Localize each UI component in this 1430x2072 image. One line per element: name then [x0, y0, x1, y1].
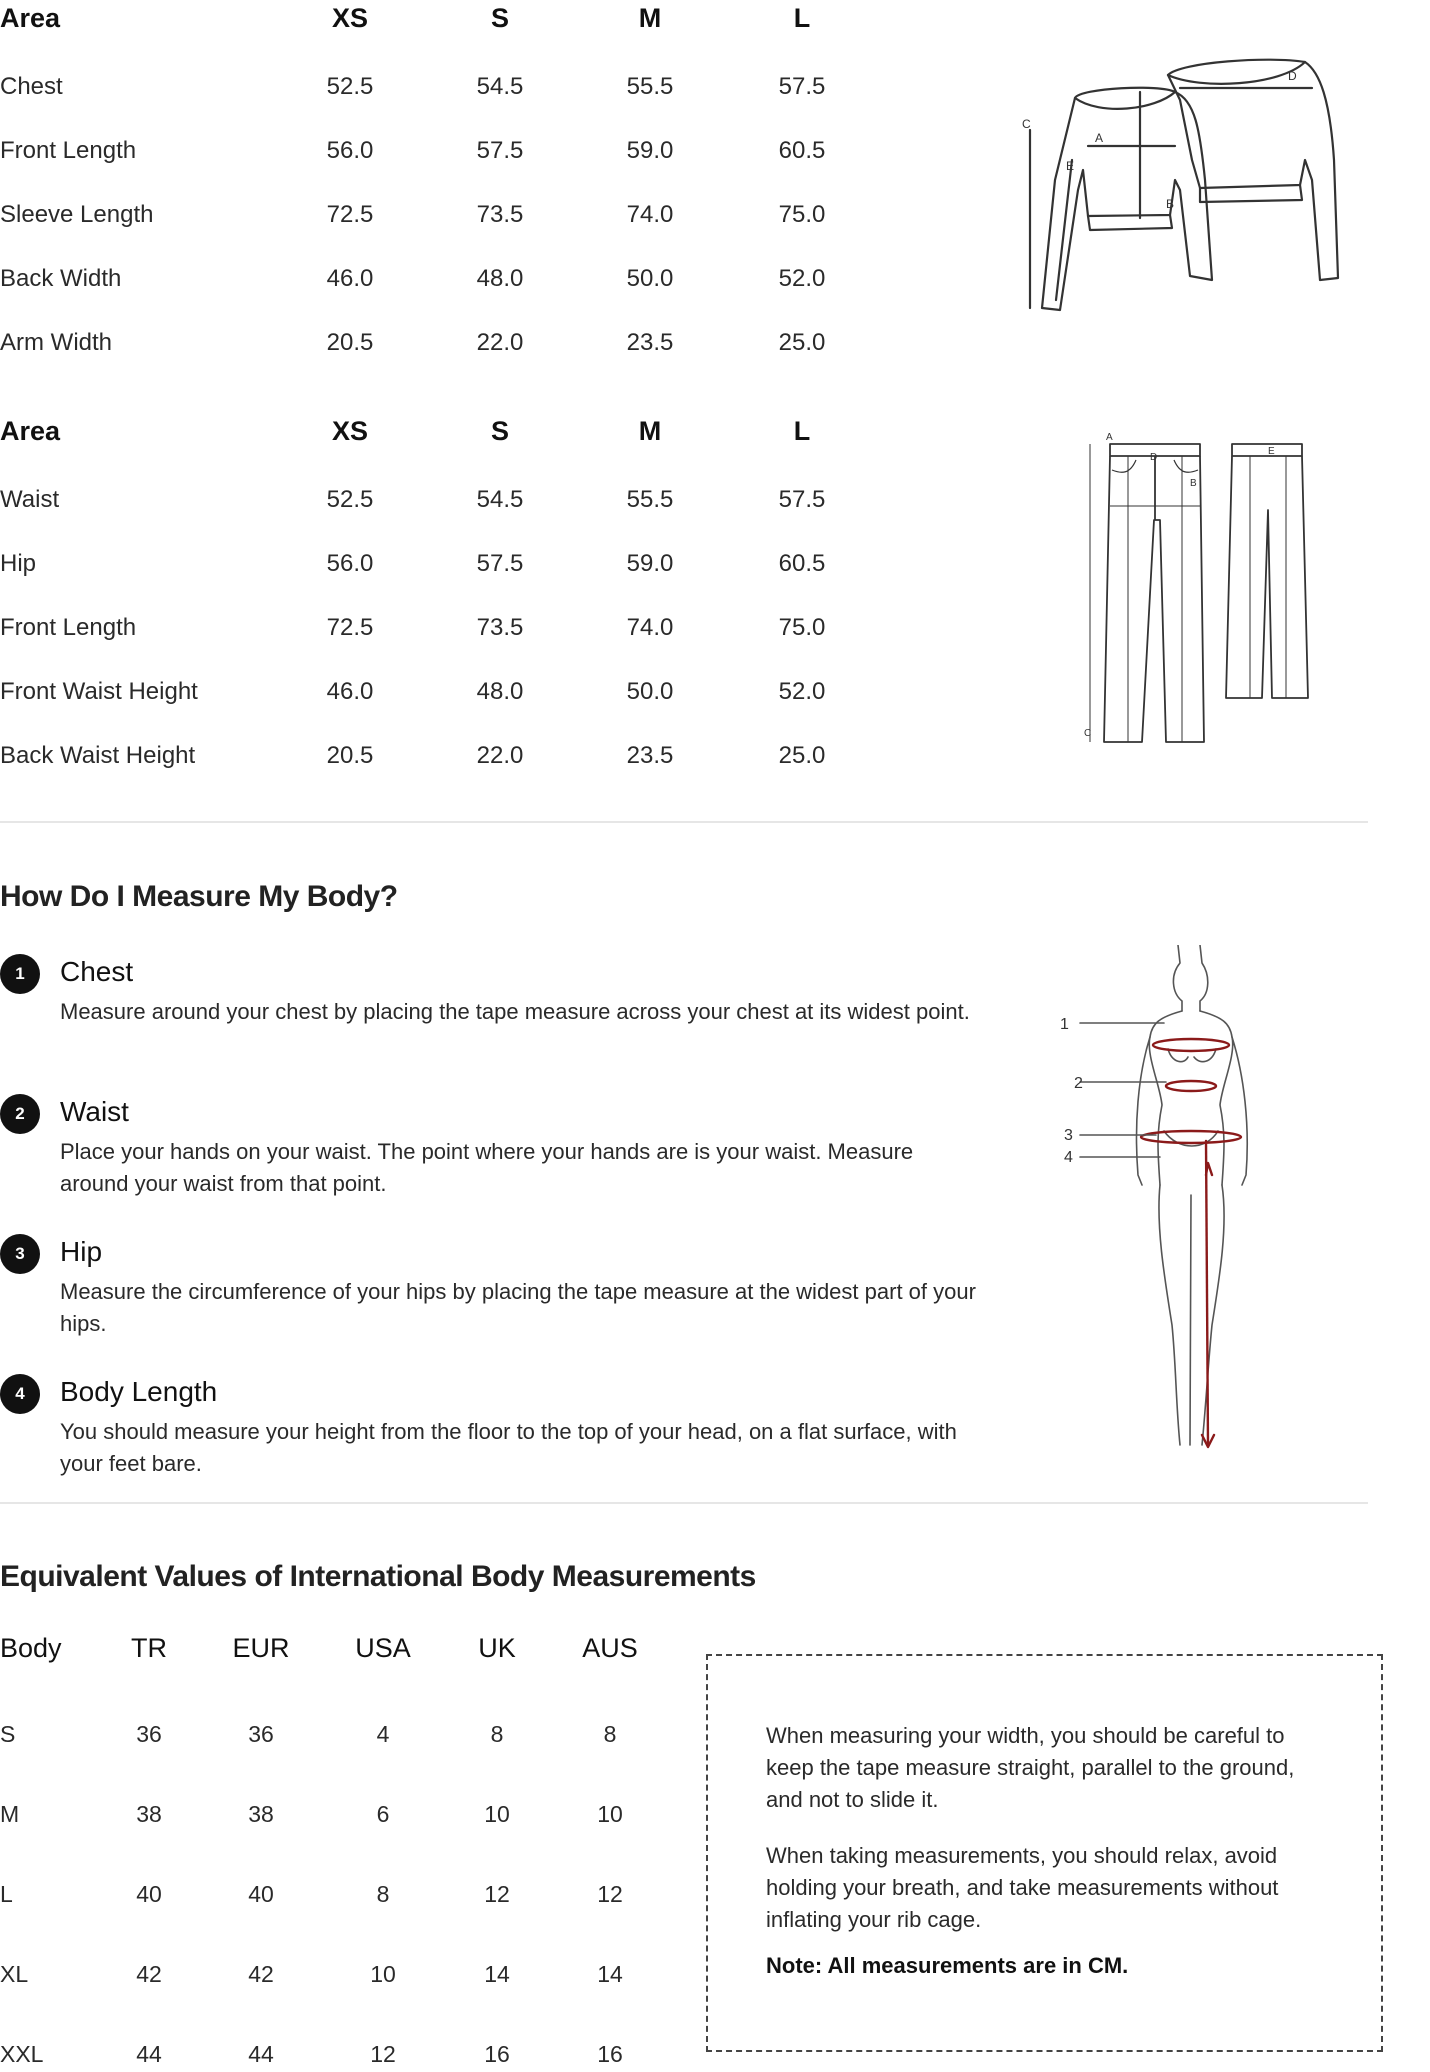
- cell-s: 22.0: [476, 742, 524, 769]
- row-label: Sleeve Length: [0, 201, 154, 228]
- header-xs: XS: [331, 416, 369, 446]
- cell-m: 50.0: [626, 265, 674, 292]
- cell-m: 74.0: [626, 201, 674, 228]
- table-row: [0, 1954, 680, 2034]
- header-uk: UK: [478, 1633, 516, 1663]
- cell-uk: 10: [484, 1801, 510, 1827]
- step-description: Measure the circumference of your hips by placing the tape measure at the widest part of your hips.: [60, 1279, 976, 1336]
- cell-s: 57.5: [476, 550, 524, 577]
- measure-section-title: How Do I Measure My Body?: [0, 880, 398, 913]
- trousers-diagram-icon: [1080, 430, 1320, 750]
- sweater-label-a: A: [1095, 131, 1104, 145]
- cell-eur: 36: [248, 1721, 274, 1747]
- row-label: Arm Width: [0, 329, 113, 356]
- header-tr: TR: [131, 1633, 167, 1663]
- table-row: [0, 610, 860, 674]
- table-header-row: [0, 0, 860, 64]
- table-row: [0, 738, 860, 802]
- cell-xs: 20.5: [326, 742, 374, 769]
- cell-xs: 46.0: [326, 265, 374, 292]
- cell-aus: 10: [597, 1801, 623, 1827]
- sweater-diagram-icon: [1020, 40, 1360, 330]
- row-label: Chest: [0, 73, 63, 100]
- units-note: Note: All measurements are in CM.: [766, 1953, 1129, 1978]
- header-m: M: [638, 3, 662, 33]
- table-row: [0, 1874, 680, 1954]
- cell-s: 57.5: [476, 137, 524, 164]
- cell-aus: 12: [597, 1881, 623, 1907]
- divider: [0, 1502, 1368, 1504]
- table-row: [0, 546, 860, 610]
- cell-m: 23.5: [626, 742, 674, 769]
- cell-l: 57.5: [778, 73, 826, 100]
- cell-s: 54.5: [476, 73, 524, 100]
- measurement-tips-box: [706, 1654, 1383, 2052]
- row-label: XL: [0, 1961, 29, 1987]
- table-row: [0, 197, 860, 261]
- header-aus: AUS: [582, 1633, 638, 1663]
- cell-xs: 46.0: [326, 678, 374, 705]
- step-number-badge: 1: [0, 954, 40, 994]
- trousers-label-b: B: [1190, 478, 1197, 489]
- header-area: Area: [0, 3, 61, 33]
- cell-l: 60.5: [778, 550, 826, 577]
- cell-l: 25.0: [778, 329, 826, 356]
- cell-usa: 10: [370, 1961, 396, 1987]
- step-number-badge: 2: [0, 1094, 40, 1134]
- cell-m: 55.5: [626, 486, 674, 513]
- cell-l: 25.0: [778, 742, 826, 769]
- sweater-label-d: D: [1288, 69, 1297, 83]
- cell-eur: 40: [248, 1881, 274, 1907]
- cell-usa: 12: [370, 2041, 396, 2067]
- tip-paragraph-1: When measuring your width, you should be careful to keep the tape measure straight, parallel to the ground, and not to slide it.: [766, 1723, 1295, 1812]
- cell-m: 55.5: [626, 73, 674, 100]
- header-body: Body: [0, 1633, 62, 1663]
- intl-measurements-table: [0, 1628, 680, 2072]
- header-l: L: [793, 416, 811, 446]
- cell-uk: 8: [490, 1721, 504, 1747]
- divider: [0, 821, 1368, 823]
- step-description: Place your hands on your waist. The point where your hands are is your waist. Measure around your waist from that point.: [60, 1139, 914, 1196]
- cell-s: 73.5: [476, 614, 524, 641]
- trousers-label-c: C: [1084, 728, 1092, 739]
- bottoms-size-table: [0, 413, 860, 802]
- cell-l: 75.0: [778, 201, 826, 228]
- cell-xs: 52.5: [326, 73, 374, 100]
- cell-s: 48.0: [476, 678, 524, 705]
- figure-label-2: 2: [1074, 1075, 1083, 1092]
- trousers-label-a: A: [1106, 432, 1113, 443]
- row-label: XXL: [0, 2041, 44, 2067]
- row-label: Front Length: [0, 614, 137, 641]
- cell-xs: 72.5: [326, 614, 374, 641]
- cell-xs: 56.0: [326, 550, 374, 577]
- sweater-label-c: C: [1022, 117, 1031, 131]
- cell-xs: 72.5: [326, 201, 374, 228]
- cell-m: 23.5: [626, 329, 674, 356]
- table-row: [0, 325, 860, 389]
- row-label: Hip: [0, 550, 37, 577]
- cell-usa: 6: [376, 1801, 390, 1827]
- cell-uk: 12: [484, 1881, 510, 1907]
- row-label: S: [0, 1721, 16, 1747]
- cell-s: 22.0: [476, 329, 524, 356]
- tip-paragraph-2: When taking measurements, you should relax, avoid holding your breath, and take measurements without inflating your rib cage.: [766, 1843, 1279, 1932]
- cell-aus: 14: [597, 1961, 623, 1987]
- trousers-label-e: E: [1268, 446, 1275, 457]
- cell-s: 48.0: [476, 265, 524, 292]
- table-header-row: [0, 413, 860, 477]
- sweater-label-b: B: [1166, 197, 1175, 211]
- header-l: L: [793, 3, 811, 33]
- header-eur: EUR: [232, 1633, 290, 1663]
- header-area: Area: [0, 416, 61, 446]
- step-title: Body Length: [60, 1376, 218, 1407]
- step-title: Chest: [60, 956, 134, 987]
- table-row: [0, 69, 860, 133]
- body-measurement-figure-icon: [1060, 945, 1320, 1455]
- cell-m: 74.0: [626, 614, 674, 641]
- cell-xs: 20.5: [326, 329, 374, 356]
- step-number-badge: 3: [0, 1234, 40, 1274]
- cell-usa: 8: [376, 1881, 390, 1907]
- row-label: Back Width: [0, 265, 122, 292]
- cell-l: 57.5: [778, 486, 826, 513]
- table-row: [0, 1714, 680, 1794]
- cell-l: 75.0: [778, 614, 826, 641]
- cell-m: 59.0: [626, 137, 674, 164]
- cell-uk: 14: [484, 1961, 510, 1987]
- cell-usa: 4: [376, 1721, 390, 1747]
- step-number-badge: 4: [0, 1374, 40, 1414]
- header-xs: XS: [331, 3, 369, 33]
- cell-aus: 8: [603, 1721, 617, 1747]
- cell-eur: 38: [248, 1801, 274, 1827]
- cell-eur: 42: [248, 1961, 274, 1987]
- table-row: [0, 261, 860, 325]
- figure-label-4: 4: [1064, 1149, 1073, 1166]
- step-description: You should measure your height from the floor to the top of your head, on a flat surface, with your feet bare.: [60, 1419, 957, 1476]
- sweater-label-e: E: [1066, 159, 1075, 173]
- row-label: Front Length: [0, 137, 137, 164]
- header-usa: USA: [355, 1633, 411, 1663]
- cell-s: 73.5: [476, 201, 524, 228]
- row-label: L: [0, 1881, 13, 1907]
- cell-l: 60.5: [778, 137, 826, 164]
- table-row: [0, 133, 860, 197]
- cell-tr: 40: [136, 1881, 162, 1907]
- tops-size-table: [0, 0, 860, 389]
- cell-m: 59.0: [626, 550, 674, 577]
- cell-tr: 44: [136, 2041, 162, 2067]
- table-row: [0, 1794, 680, 1874]
- cell-xs: 56.0: [326, 137, 374, 164]
- cell-uk: 16: [484, 2041, 510, 2067]
- intl-section-title: Equivalent Values of International Body Measurements: [0, 1560, 756, 1593]
- cell-tr: 38: [136, 1801, 162, 1827]
- cell-xs: 52.5: [326, 486, 374, 513]
- step-title: Hip: [60, 1236, 103, 1267]
- row-label: Waist: [0, 486, 60, 513]
- cell-eur: 44: [248, 2041, 274, 2067]
- trousers-label-d: D: [1150, 452, 1158, 463]
- table-row: [0, 2034, 680, 2072]
- row-label: M: [0, 1801, 20, 1827]
- header-s: S: [490, 416, 509, 446]
- cell-m: 50.0: [626, 678, 674, 705]
- table-row: [0, 482, 860, 546]
- step-description: Measure around your chest by placing the tape measure across your chest at its widest point.: [60, 999, 970, 1024]
- step-title: Waist: [60, 1096, 129, 1127]
- cell-tr: 36: [136, 1721, 162, 1747]
- cell-l: 52.0: [778, 265, 826, 292]
- row-label: Front Waist Height: [0, 678, 198, 705]
- figure-label-1: 1: [1060, 1016, 1069, 1033]
- table-row: [0, 674, 860, 738]
- table-header-row: [0, 1628, 680, 1710]
- figure-label-3: 3: [1064, 1127, 1073, 1144]
- cell-aus: 16: [597, 2041, 623, 2067]
- header-s: S: [490, 3, 509, 33]
- header-m: M: [638, 416, 662, 446]
- row-label: Back Waist Height: [0, 742, 196, 769]
- cell-s: 54.5: [476, 486, 524, 513]
- cell-l: 52.0: [778, 678, 826, 705]
- cell-tr: 42: [136, 1961, 162, 1987]
